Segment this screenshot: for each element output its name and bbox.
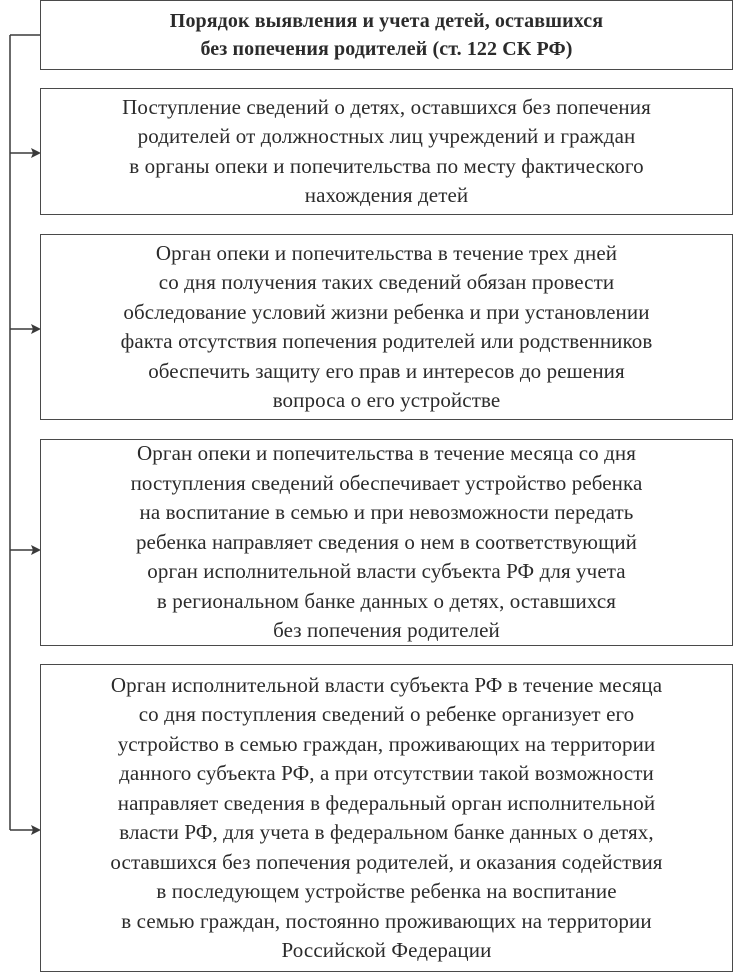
title-box [40, 0, 733, 70]
step-text-4: Орган исполнительной власти субъекта РФ в течение месяца со дня поступления сведений о ребенке организует его устройство в семью граждан, проживающих на территории данного субъекта РФ, а при отсутствии такой возможности направляет сведения в федеральный орган исполнительной власти РФ, для учета в федеральном банке данных о детях, оставшихся без попечения родителей, и оказания содействия в последующем устройстве ребенка на воспитание в семью граждан, постоянно проживающих на территории Российской Федерации [110, 672, 663, 962]
step-text-2: Орган опеки и попечительства в течение трех дней со дня получения таких сведений обязан провести обследование условий жизни ребенка и при установлении факта отсутствия попечения родителей или родственников обеспечить защиту его прав и интересов до решения вопроса о его устройстве [120, 240, 653, 412]
title-text: Порядок выявления и учета детей, оставшихся без попечения родителей (ст. 122 СК РФ) [169, 10, 604, 60]
step-text-3: Орган опеки и попечительства в течение месяца со дня поступления сведений обеспечивает устройство ребенка на воспитание в семью и при невозможности передать ребенка направляет сведения о нем в соответствующий орган исполнительной власти субъекта РФ для учета в региональном банке данных о детях, оставшихся без попечения родителей [130, 441, 643, 643]
step-box-2 [40, 234, 733, 420]
step-box-1 [40, 88, 733, 215]
step-text-1: Поступление сведений о детях, оставшихся без попечения родителей от должностных лиц учреждений и граждан в органы опеки и попечительства по месту фактического нахождения детей [122, 94, 651, 207]
step-box-3 [40, 439, 733, 646]
step-box-4 [40, 664, 733, 972]
